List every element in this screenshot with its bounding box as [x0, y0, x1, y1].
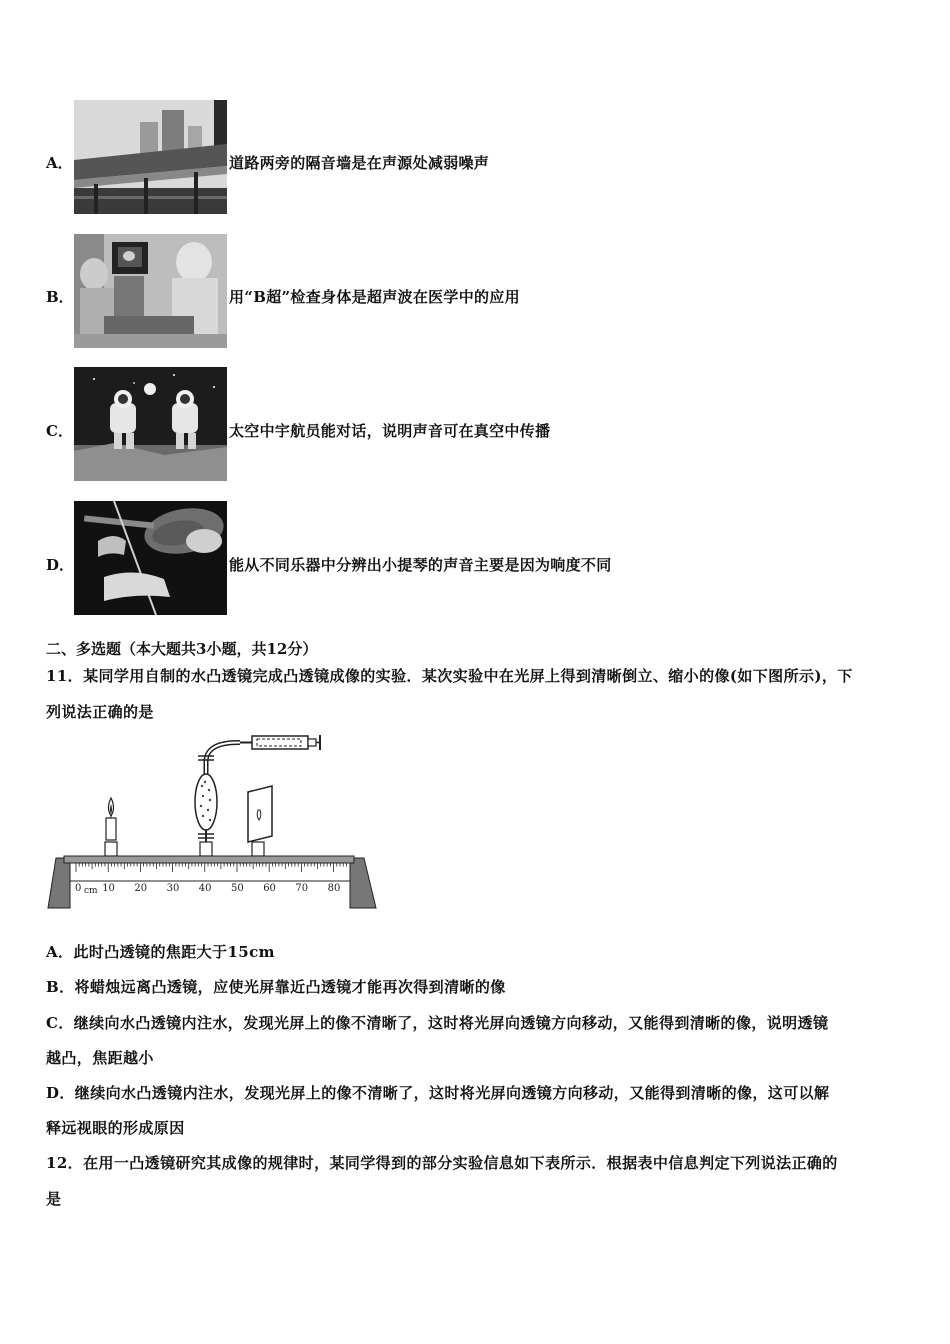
candle-icon [105, 798, 117, 856]
q11-stem-line1: 11．某同学用自制的水凸透镜完成凸透镜成像的实验．某次实验中在光屏上得到清晰倒立、缩小的像(如下图所示)，下 [46, 667, 853, 685]
light-screen-icon [248, 786, 272, 856]
q11-option-c-line1: C．继续向水凸透镜内注水，发现光屏上的像不清晰了，这时将光屏向透镜方向移动，又能得到清晰的像，说明透镜 [46, 1014, 829, 1032]
q11-option-b: B．将蜡烛远离凸透镜，应使光屏靠近凸透镜才能再次得到清晰的像 [46, 978, 506, 996]
option-text: 太空中宇航员能对话，说明声音可在真空中传播 [229, 422, 551, 440]
optical-bench-rail [48, 856, 376, 908]
q11-option-a: A．此时凸透镜的焦距大于15cm [46, 943, 275, 961]
ruler-tick-label: 10 [102, 883, 115, 894]
q12-stem-line2: 是 [46, 1190, 62, 1208]
option-letter: D． [46, 556, 75, 574]
q11-option-d-line2: 释远视眼的形成原因 [46, 1119, 185, 1137]
ruler-tick-label: 40 [198, 883, 212, 894]
optical-bench-figure [40, 730, 385, 915]
option-letter: B． [46, 288, 74, 306]
ruler-tick-label: 80 [327, 883, 341, 894]
sound-barrier-photo-icon [74, 100, 227, 214]
option-text: 用“B超”检查身体是超声波在医学中的应用 [229, 288, 520, 306]
ruler-tick-label: 60 [263, 883, 276, 894]
option-letter: C． [46, 422, 73, 440]
ruler-tick-label: 0 [75, 883, 82, 894]
option-letter: A． [46, 154, 73, 172]
q11-stem-line2: 列说法正确的是 [46, 703, 154, 721]
q12-stem-line1: 12．在用一凸透镜研究其成像的规律时，某同学得到的部分实验信息如下表所示．根据表中信息判定下列说法正确的 [46, 1154, 838, 1172]
ruler-tick-label: 50 [231, 883, 244, 894]
ruler-tick-label: 70 [295, 883, 309, 894]
ruler-tick-label: 30 [166, 883, 180, 894]
unit-label: cm [84, 886, 98, 896]
section-title: 二、多选题（本大题共3小题，共12分） [46, 640, 318, 658]
astronauts-photo-icon [74, 367, 227, 481]
q11-option-c-line2: 越凸，焦距越小 [46, 1049, 154, 1067]
violin-photo-icon [74, 501, 227, 615]
q11-option-d-line1: D．继续向水凸透镜内注水，发现光屏上的像不清晰了，这时将光屏向透镜方向移动，又能得到清晰的像，这可以解 [46, 1084, 830, 1102]
syringe-icon [240, 735, 320, 750]
ultrasound-photo-icon [74, 234, 227, 348]
option-text: 道路两旁的隔音墙是在声源处减弱噪声 [229, 154, 490, 172]
water-lens-icon [195, 774, 217, 856]
ruler-tick-label: 20 [134, 883, 148, 894]
option-text: 能从不同乐器中分辨出小提琴的声音主要是因为响度不同 [229, 556, 612, 574]
